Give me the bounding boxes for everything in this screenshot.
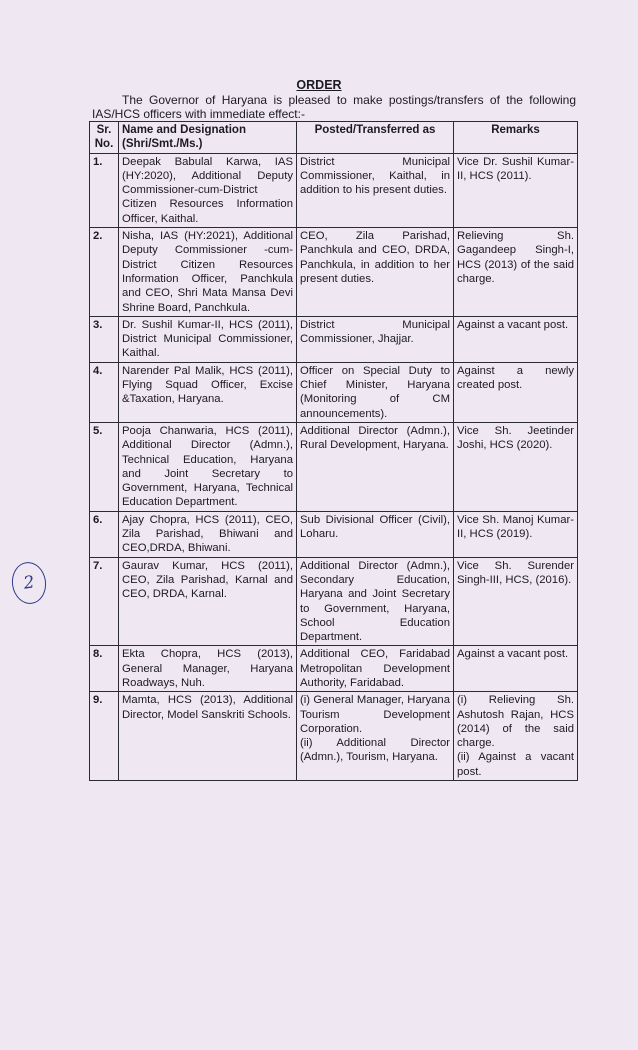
handwritten-page-number: 2 xyxy=(9,560,49,606)
table-header-row xyxy=(90,122,578,154)
row-name-designation: Gaurav Kumar, HCS (2011), CEO, Zila Parishad, Karnal and CEO, DRDA, Karnal. xyxy=(119,557,297,646)
row-sr-no: 3. xyxy=(90,316,119,362)
row-name-designation: Ekta Chopra, HCS (2013), General Manager, Haryana Roadways, Nuh. xyxy=(119,646,297,692)
header-name-designation: Name and Designation (Shri/Smt./Ms.) xyxy=(119,122,297,154)
row-name-designation: Deepak Babulal Karwa, IAS (HY:2020), Additional Deputy Commissioner-cum-District Citizen Resources Information Officer, Kaithal. xyxy=(119,153,297,227)
row-name-designation: Mamta, HCS (2013), Additional Director, Model Sanskriti Schools. xyxy=(119,692,297,781)
row-sr-no: 1. xyxy=(90,153,119,227)
row-posted-as: Additional CEO, Faridabad Metropolitan Development Authority, Faridabad. xyxy=(297,646,454,692)
row-sr-no: 8. xyxy=(90,646,119,692)
row-name-designation: Dr. Sushil Kumar-II, HCS (2011), District Municipal Commissioner, Kaithal. xyxy=(119,316,297,362)
table-row xyxy=(90,228,578,317)
table-row xyxy=(90,557,578,646)
table-row xyxy=(90,646,578,692)
row-posted-as: Additional Director (Admn.), Rural Development, Haryana. xyxy=(297,422,454,511)
row-name-designation: Ajay Chopra, HCS (2011), CEO, Zila Parishad, Bhiwani and CEO,DRDA, Bhiwani. xyxy=(119,511,297,557)
order-intro: The Governor of Haryana is pleased to make postings/transfers of the following IAS/HCS officers with immediate effect:- xyxy=(92,93,576,121)
row-sr-no: 7. xyxy=(90,557,119,646)
row-remarks: Vice Sh. Manoj Kumar-II, HCS (2019). xyxy=(454,511,578,557)
row-sr-no: 2. xyxy=(90,228,119,317)
table-row xyxy=(90,511,578,557)
row-name-designation: Nisha, IAS (HY:2021), Additional Deputy Commissioner -cum- District Citizen Resources Information Officer, Panchkula and CEO, Shri Mata Mansa Devi Shrine Board, Panchkula. xyxy=(119,228,297,317)
row-sr-no: 5. xyxy=(90,422,119,511)
row-sr-no: 4. xyxy=(90,362,119,422)
table-row xyxy=(90,153,578,227)
posted-part-ii: (ii) Additional Director (Admn.), Tourism, Haryana. xyxy=(300,737,450,764)
row-posted-as: Officer on Special Duty to Chief Minister, Haryana (Monitoring of CM announcements). xyxy=(297,362,454,422)
row-remarks: Against a vacant post. xyxy=(454,646,578,692)
table-row xyxy=(90,316,578,362)
row-posted-as: Sub Divisional Officer (Civil), Loharu. xyxy=(297,511,454,557)
posted-part-i: (i) General Manager, Haryana Tourism Development Corporation. xyxy=(300,694,450,735)
row-remarks: Against a newly created post. xyxy=(454,362,578,422)
table-row xyxy=(90,422,578,511)
table-row xyxy=(90,362,578,422)
row-remarks xyxy=(454,692,578,781)
row-remarks: Vice Sh. Jeetinder Joshi, HCS (2020). xyxy=(454,422,578,511)
row-posted-as: District Municipal Commissioner, Kaithal, in addition to his present duties. xyxy=(297,153,454,227)
row-remarks: Against a vacant post. xyxy=(454,316,578,362)
header-sr-no: Sr. No. xyxy=(90,122,119,154)
remarks-part-i: (i) Relieving Sh. Ashutosh Rajan, HCS (2014) of the said charge. xyxy=(457,694,574,750)
row-posted-as xyxy=(297,692,454,781)
table-row xyxy=(90,692,578,781)
row-remarks: Vice Sh. Surender Singh-III, HCS, (2016). xyxy=(454,557,578,646)
header-posted-transferred: Posted/Transferred as xyxy=(297,122,454,154)
row-name-designation: Pooja Chanwaria, HCS (2011), Additional Director (Admn.), Technical Education, Haryana and Joint Secretary to Government, Haryana, Technical Education Department. xyxy=(119,422,297,511)
row-name-designation: Narender Pal Malik, HCS (2011), Flying Squad Officer, Excise &Taxation, Haryana. xyxy=(119,362,297,422)
postings-table xyxy=(89,121,578,781)
row-posted-as: Additional Director (Admn.), Secondary Education, Haryana and Joint Secretary to Government, Haryana, School Education Department. xyxy=(297,557,454,646)
order-title: ORDER xyxy=(296,78,342,92)
row-sr-no: 6. xyxy=(90,511,119,557)
row-posted-as: CEO, Zila Parishad, Panchkula and CEO, DRDA, Panchkula, in addition to her present duties. xyxy=(297,228,454,317)
header-remarks: Remarks xyxy=(454,122,578,154)
row-posted-as: District Municipal Commissioner, Jhajjar. xyxy=(297,316,454,362)
remarks-part-ii: (ii) Against a vacant post. xyxy=(457,751,574,778)
row-remarks: Vice Dr. Sushil Kumar-II, HCS (2011). xyxy=(454,153,578,227)
row-remarks: Relieving Sh. Gagandeep Singh-I, HCS (2013) of the said charge. xyxy=(454,228,578,317)
row-sr-no: 9. xyxy=(90,692,119,781)
